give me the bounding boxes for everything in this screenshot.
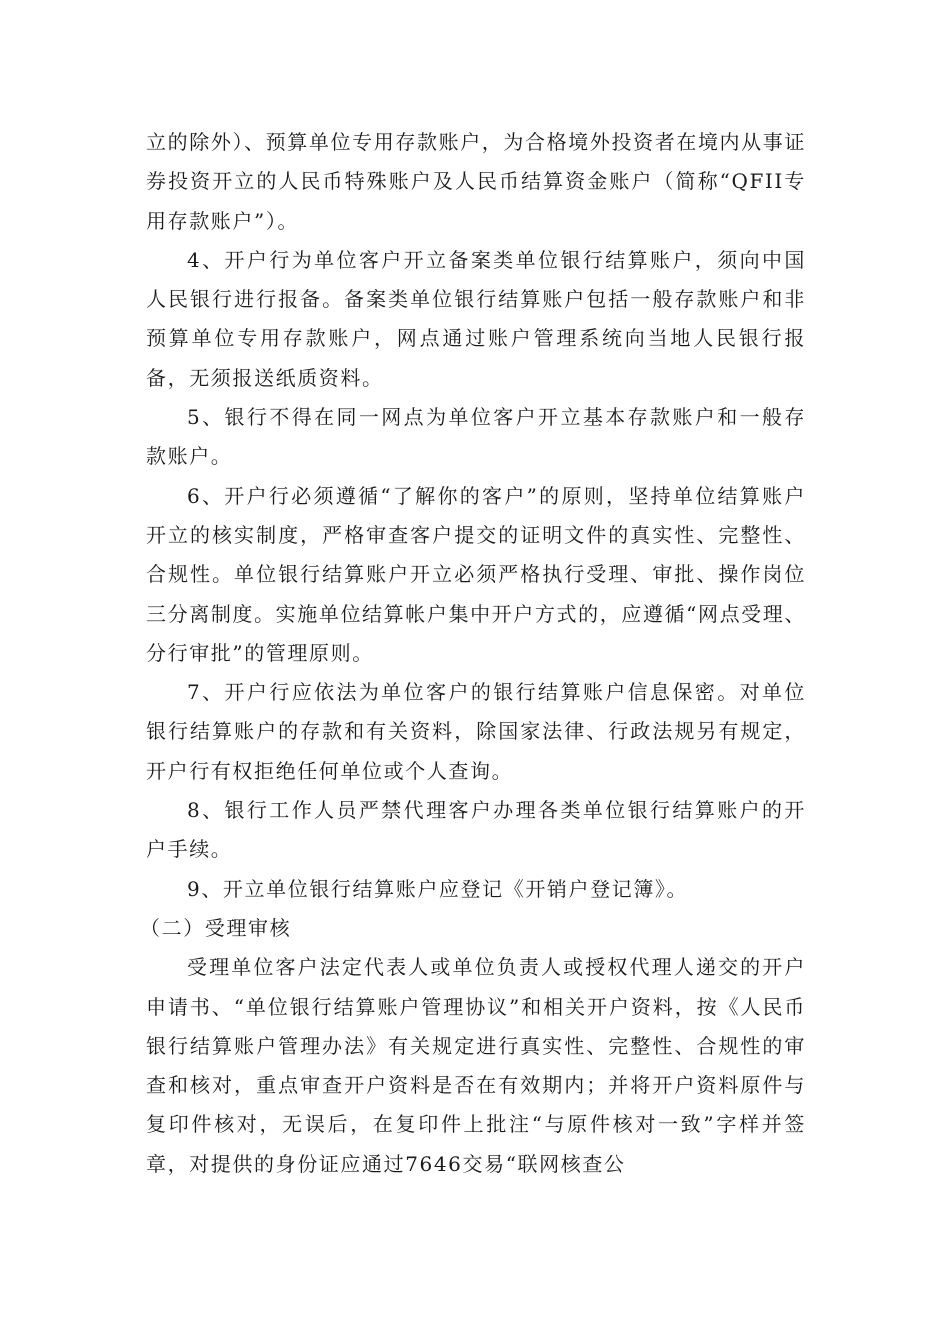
paragraph-acceptance-review: 受理单位客户法定代表人或单位负责人或授权代理人递交的开户申请书、“单位银行结算账户管理协议”和相关开户资料，按《人民币银行结算账户管理办法》有关规定进行真实性、完整性、合规性的审查和核对，重点审查开户资料是否在有效期内；并将开户资料原件与复印件核对，无误后，在复印件上批注“与原件核对一致”字样并签章，对提供的身份证应通过7646交易“联网核查公 <box>146 955 806 1176</box>
paragraph-continuation: 立的除外）、预算单位专用存款账户，为合格境外投资者在境内从事证券投资开立的人民币特殊账户及人民币结算资金账户（简称“QFII专用存款账户”）。 <box>146 130 806 233</box>
paragraph-item-7: 7、开户行应依法为单位客户的银行结算账户信息保密。对单位银行结算账户的存款和有关资料，除国家法律、行政法规另有规定，开户行有权拒绝任何单位或个人查询。 <box>146 680 806 783</box>
paragraph-item-9: 9、开立单位银行结算账户应登记《开销户登记簿》。 <box>187 876 689 901</box>
paragraph-item-4: 4、开户行为单位客户开立备案类单位银行结算账户，须向中国人民银行进行报备。备案类单位银行结算账户包括一般存款账户和非预算单位专用存款账户，网点通过账户管理系统向当地人民银行报备，无须报送纸质资料。 <box>146 247 806 390</box>
document-body <box>140 123 806 1184</box>
section-heading: （二）受理审核 <box>140 915 292 940</box>
paragraph-item-6: 6、开户行必须遵循“了解你的客户”的原则，坚持单位结算账户开立的核实制度，严格审查客户提交的证明文件的真实性、完整性、合规性。单位银行结算账户开立必须严格执行受理、审批、操作岗位三分离制度。实施单位结算帐户集中开户方式的，应遵循“网点受理、分行审批”的管理原则。 <box>146 483 806 665</box>
paragraph-item-5: 5、银行不得在同一网点为单位客户开立基本存款账户和一般存款账户。 <box>146 405 806 469</box>
paragraph-item-8: 8、银行工作人员严禁代理客户办理各类单位银行结算账户的开户手续。 <box>146 798 806 862</box>
